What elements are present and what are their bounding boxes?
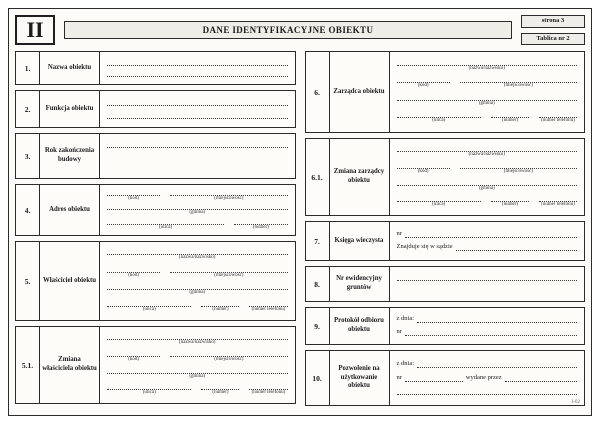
section-content xyxy=(390,267,585,301)
field-caption-numer: (numer) xyxy=(212,306,229,312)
section-label: Zarządca obiektu xyxy=(330,52,390,132)
chapter-roman-numeral: II xyxy=(15,15,55,45)
table-number-label: Tablica nr 2 xyxy=(521,33,585,46)
field-gmina xyxy=(107,283,288,297)
section-content xyxy=(390,351,585,405)
section-zmiana-wlasciciela xyxy=(15,326,296,404)
fill-line xyxy=(107,141,288,148)
fill-line xyxy=(107,300,191,307)
fill-line xyxy=(456,245,577,251)
section-number: 9. xyxy=(306,308,330,344)
fill-line xyxy=(397,162,450,169)
field-row xyxy=(107,266,288,280)
field-caption-kod: (kod) xyxy=(128,195,140,201)
section-label: Księga wieczysta xyxy=(330,222,390,260)
section-ksiega-wieczysta xyxy=(305,221,586,261)
fill-line xyxy=(397,195,481,202)
section-content xyxy=(390,139,585,215)
field-numer-telefonu xyxy=(539,195,577,209)
page-title: DANE IDENTYFIKACYJNE OBIEKTU xyxy=(64,21,512,39)
field-numer xyxy=(491,111,529,125)
field-numer xyxy=(234,218,287,232)
court-prefix: Znajduje się w sądzie xyxy=(396,243,453,250)
section-label: Właściciel obiektu xyxy=(40,242,100,320)
nr-prefix: nr xyxy=(396,373,402,381)
section-number: 5. xyxy=(16,242,40,320)
field-nr xyxy=(397,231,578,238)
section-label: Funkcja obiektu xyxy=(40,91,100,127)
field-nazwa-nazwisko xyxy=(107,248,288,262)
field-caption-ulica: (ulica) xyxy=(142,390,156,396)
section-number: 5.1. xyxy=(16,327,40,403)
fill-line xyxy=(201,300,239,307)
fill-line xyxy=(249,383,287,390)
form-header xyxy=(15,15,585,45)
fill-line xyxy=(234,218,287,225)
field-gmina xyxy=(107,203,288,217)
field-nr-issued-by xyxy=(397,375,578,382)
fill-line xyxy=(107,203,288,210)
section-number: 7. xyxy=(306,222,330,260)
fill-line xyxy=(107,248,288,255)
field-caption-miejscowosc: (miejscowość) xyxy=(214,272,244,278)
section-pozwolenie-na-uzytkowanie xyxy=(305,350,586,406)
fill-line xyxy=(170,189,287,196)
fill-line xyxy=(539,111,577,118)
field-date xyxy=(397,316,578,323)
field-caption-ulica: (ulica) xyxy=(159,224,173,230)
field-caption-gmina: (gmina) xyxy=(478,100,495,106)
section-number: 6.1. xyxy=(306,139,330,215)
section-number: 10. xyxy=(306,351,330,405)
field-caption-gmina: (gmina) xyxy=(189,289,206,295)
date-prefix: z dnia: xyxy=(396,315,415,323)
left-column xyxy=(15,51,296,407)
field-caption-numer: (numer) xyxy=(252,224,269,230)
section-number: 1. xyxy=(16,52,40,84)
section-content xyxy=(390,52,585,132)
form-code: I-02 xyxy=(571,400,580,405)
fill-line xyxy=(397,76,450,83)
field-nazwa-nazwisko xyxy=(107,333,288,347)
fill-line xyxy=(170,350,287,357)
field-numer-telefonu xyxy=(249,383,287,397)
field-caption-nazwa-nazwisko: (nazwa/nazwisko) xyxy=(468,152,505,157)
field-caption-kod: (kod) xyxy=(128,356,140,362)
field-nazwa-nazwisko xyxy=(397,145,578,159)
field-caption-kod: (kod) xyxy=(417,83,429,89)
field-numer xyxy=(491,195,529,209)
fill-line xyxy=(397,274,578,281)
header-right xyxy=(521,15,585,45)
field-caption-miejscowosc: (miejscowość) xyxy=(214,356,244,362)
section-funkcja-obiektu xyxy=(15,90,296,128)
fill-line xyxy=(107,189,160,196)
fill-line xyxy=(107,218,224,225)
fill-line xyxy=(397,388,578,395)
fill-line xyxy=(397,94,578,101)
fill-line xyxy=(397,111,481,118)
field-nazwa-nazwisko xyxy=(397,59,578,73)
field-ulica xyxy=(107,383,191,397)
field-caption-numer: (numer) xyxy=(501,118,519,124)
fill-line xyxy=(201,383,239,390)
field-court xyxy=(397,244,578,251)
fill-line xyxy=(107,59,288,66)
section-rok-zakonczenia-budowy xyxy=(15,133,296,179)
section-content xyxy=(100,52,295,84)
page-number-label: strona 3 xyxy=(521,15,585,28)
field-kod xyxy=(107,350,160,364)
fill-line xyxy=(107,266,160,273)
field-caption-ulica: (ulica) xyxy=(142,306,156,312)
section-number: 6. xyxy=(306,52,330,132)
fill-line xyxy=(460,162,577,169)
field-caption-kod: (kod) xyxy=(417,168,429,174)
fill-line xyxy=(107,367,288,374)
section-label: Zmiana zarządcy obiektu xyxy=(330,139,390,215)
field-numer-telefonu xyxy=(249,300,287,314)
nr-prefix: nr xyxy=(396,327,402,335)
fill-line xyxy=(107,333,288,340)
field-row xyxy=(107,218,288,232)
section-content xyxy=(100,327,295,403)
field-date xyxy=(397,361,578,368)
section-number: 3. xyxy=(16,134,40,178)
fill-line xyxy=(405,232,577,238)
fill-line xyxy=(397,179,578,186)
fill-line xyxy=(397,59,578,66)
fill-line xyxy=(405,330,577,336)
field-kod xyxy=(107,189,160,203)
fill-line xyxy=(405,376,463,382)
field-caption-numer: (numer) xyxy=(212,390,229,396)
field-gmina xyxy=(397,94,578,108)
section-label: Zmiana właściciela obiektu xyxy=(40,327,100,403)
field-caption-numer-telefonu: (numer telefonu) xyxy=(541,118,575,124)
field-caption-gmina: (gmina) xyxy=(478,185,495,191)
field-caption-ulica: (ulica) xyxy=(432,202,446,208)
section-protokol-odbioru xyxy=(305,307,586,345)
section-content xyxy=(100,91,295,127)
field-row xyxy=(397,195,578,209)
field-ulica xyxy=(397,195,481,209)
fill-line xyxy=(491,195,529,202)
section-nazwa-obiektu xyxy=(15,51,296,85)
fill-line xyxy=(107,350,160,357)
section-number: 8. xyxy=(306,267,330,301)
section-label: Nr ewidencyjny gruntów xyxy=(330,267,390,301)
fill-line xyxy=(107,383,191,390)
section-number: 2. xyxy=(16,91,40,127)
field-ulica xyxy=(107,300,191,314)
field-caption-gmina: (gmina) xyxy=(189,373,206,379)
field-row xyxy=(397,162,578,176)
field-ulica xyxy=(397,111,481,125)
issued-by-prefix: wydane przez xyxy=(465,373,502,381)
field-caption-nazwa-nazwisko: (nazwa/nazwisko) xyxy=(179,255,216,261)
section-content xyxy=(100,185,295,235)
field-kod xyxy=(107,266,160,280)
section-number: 4. xyxy=(16,185,40,235)
field-miejscowosc xyxy=(460,162,577,176)
section-label: Protokół odbioru obiektu xyxy=(330,308,390,344)
field-caption-kod: (kod) xyxy=(128,272,140,278)
field-caption-ulica: (ulica) xyxy=(432,118,446,124)
field-numer xyxy=(201,383,239,397)
field-miejscowosc xyxy=(170,350,287,364)
fill-line xyxy=(107,70,288,77)
field-caption-nazwa-nazwisko: (nazwa/nazwisko) xyxy=(468,65,505,71)
field-miejscowosc xyxy=(170,189,287,203)
field-row xyxy=(107,383,288,397)
field-caption-gmina: (gmina) xyxy=(189,210,206,216)
right-column xyxy=(305,51,586,407)
field-numer-telefonu xyxy=(539,111,577,125)
field-caption-numer-telefonu: (numer telefonu) xyxy=(251,390,286,396)
section-label: Nazwa obiektu xyxy=(40,52,100,84)
field-caption-miejscowosc: (miejscowość) xyxy=(503,83,533,89)
fill-line xyxy=(397,145,578,152)
field-row xyxy=(397,111,578,125)
fill-line xyxy=(417,317,577,323)
form-page xyxy=(8,8,592,416)
field-gmina xyxy=(397,179,578,193)
field-gmina xyxy=(107,367,288,381)
fill-line xyxy=(249,300,287,307)
field-miejscowosc xyxy=(460,76,577,90)
nr-prefix: nr xyxy=(396,230,402,237)
field-caption-numer: (numer) xyxy=(501,202,519,208)
section-label: Pozwolenie na użytkowanie obiektu xyxy=(330,351,390,405)
field-row xyxy=(107,300,288,314)
form-columns xyxy=(15,51,585,407)
field-miejscowosc xyxy=(170,266,287,280)
field-caption-numer-telefonu: (numer telefonu) xyxy=(251,306,286,312)
section-zarzadca-obiektu xyxy=(305,51,586,133)
title-wrap xyxy=(64,15,512,45)
fill-line xyxy=(107,99,288,106)
field-nr xyxy=(397,329,578,336)
field-row xyxy=(107,189,288,203)
section-nr-ewidencyjny-gruntow xyxy=(305,266,586,302)
field-caption-miejscowosc: (miejscowość) xyxy=(503,168,533,174)
section-content xyxy=(100,134,295,178)
fill-line xyxy=(491,111,529,118)
fill-line xyxy=(505,376,577,382)
field-numer xyxy=(201,300,239,314)
fill-line xyxy=(460,76,577,83)
section-content xyxy=(390,222,585,260)
section-content xyxy=(100,242,295,320)
field-row xyxy=(107,350,288,364)
field-kod xyxy=(397,162,450,176)
fill-line xyxy=(107,112,288,119)
section-content xyxy=(390,308,585,344)
field-kod xyxy=(397,76,450,90)
fill-line xyxy=(107,283,288,290)
fill-line xyxy=(539,195,577,202)
section-label: Adres obiektu xyxy=(40,185,100,235)
field-row xyxy=(397,76,578,90)
section-zmiana-zarzadcy xyxy=(305,138,586,216)
field-caption-numer-telefonu: (numer telefonu) xyxy=(541,202,575,208)
section-label: Rok zakończenia budowy xyxy=(40,134,100,178)
fill-line xyxy=(170,266,287,273)
fill-line xyxy=(417,362,577,368)
field-caption-miejscowosc: (miejscowość) xyxy=(214,195,244,201)
section-wlasciciel-obiektu xyxy=(15,241,296,321)
date-prefix: z dnia: xyxy=(396,359,415,367)
section-adres-obiektu xyxy=(15,184,296,236)
field-caption-nazwa-nazwisko: (nazwa/nazwisko) xyxy=(179,340,216,345)
field-ulica xyxy=(107,218,224,232)
